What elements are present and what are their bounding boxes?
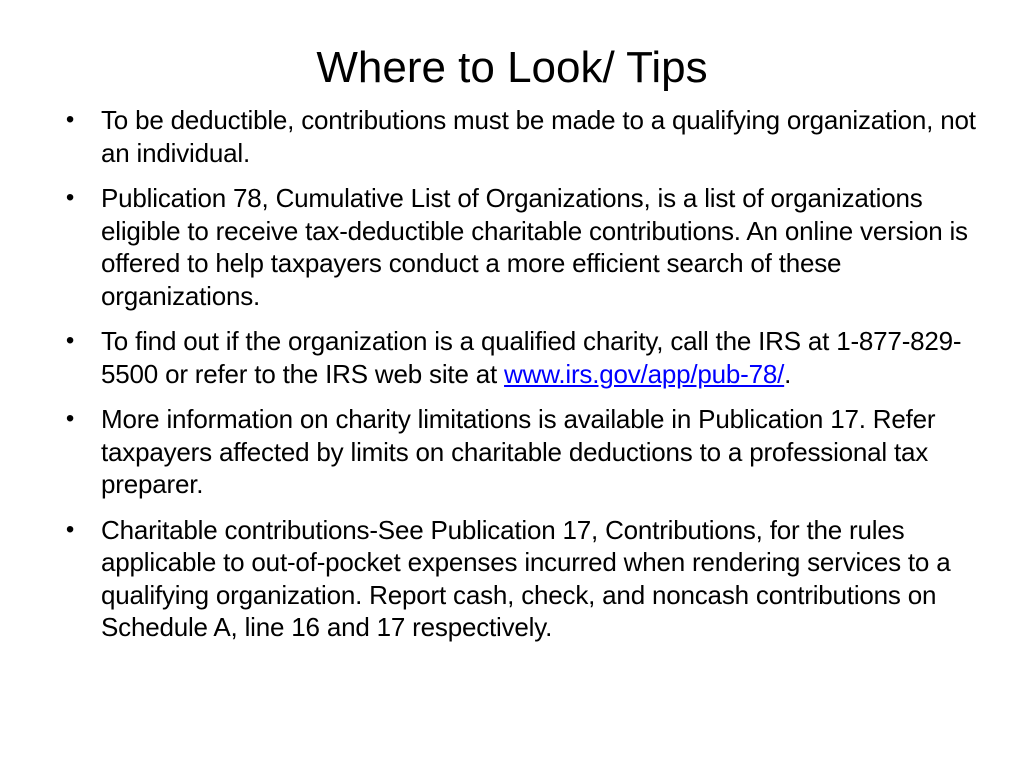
- irs-pub78-link[interactable]: www.irs.gov/app/pub-78/: [504, 358, 785, 389]
- bullet-text: To be deductible, contributions must be made to a qualifying organization, not an individual.: [101, 105, 976, 168]
- bullet-icon: •: [65, 515, 75, 543]
- bullet-text: Charitable contributions-See Publication 17, Contributions, for the rules applicable to out-of-pocket expenses incurred when rendering services to a qualifying organization. Report cash, check, and noncash contributions on Schedule A, line 16 and 17 respectively.: [101, 514, 951, 642]
- bullet-text-end: .: [784, 358, 792, 389]
- bullet-item-publication-78: [60, 182, 980, 312]
- bullet-item-charitable-contributions: [60, 514, 980, 644]
- bullet-icon: •: [65, 184, 75, 211]
- bullet-text: Publication 78, Cumulative List of Organizations, is a list of organizations eligible to receive tax-deductible charitable contributions. An online version is offered to help taxpayers conduct a more efficient search of these organizations.: [101, 183, 968, 311]
- bullet-icon: •: [65, 327, 75, 354]
- bullet-item-qualified-charity: [60, 325, 980, 390]
- slide-title: Where to Look/ Tips: [316, 43, 708, 92]
- bullet-icon: •: [65, 106, 75, 133]
- bullet-item-deductible: [60, 104, 980, 169]
- bullet-text: More information on charity limitations is available in Publication 17. Refer taxpayers affected by limits on charitable deductions to a professional tax preparer.: [101, 404, 936, 499]
- bullet-icon: •: [65, 405, 75, 432]
- bullet-text: To find out if the organization is a qualified charity, call the IRS at 1-877-829-5500 or refer to the IRS web site at: [101, 326, 962, 389]
- bullet-list: [60, 104, 980, 657]
- bullet-item-charity-limitations: [60, 403, 980, 501]
